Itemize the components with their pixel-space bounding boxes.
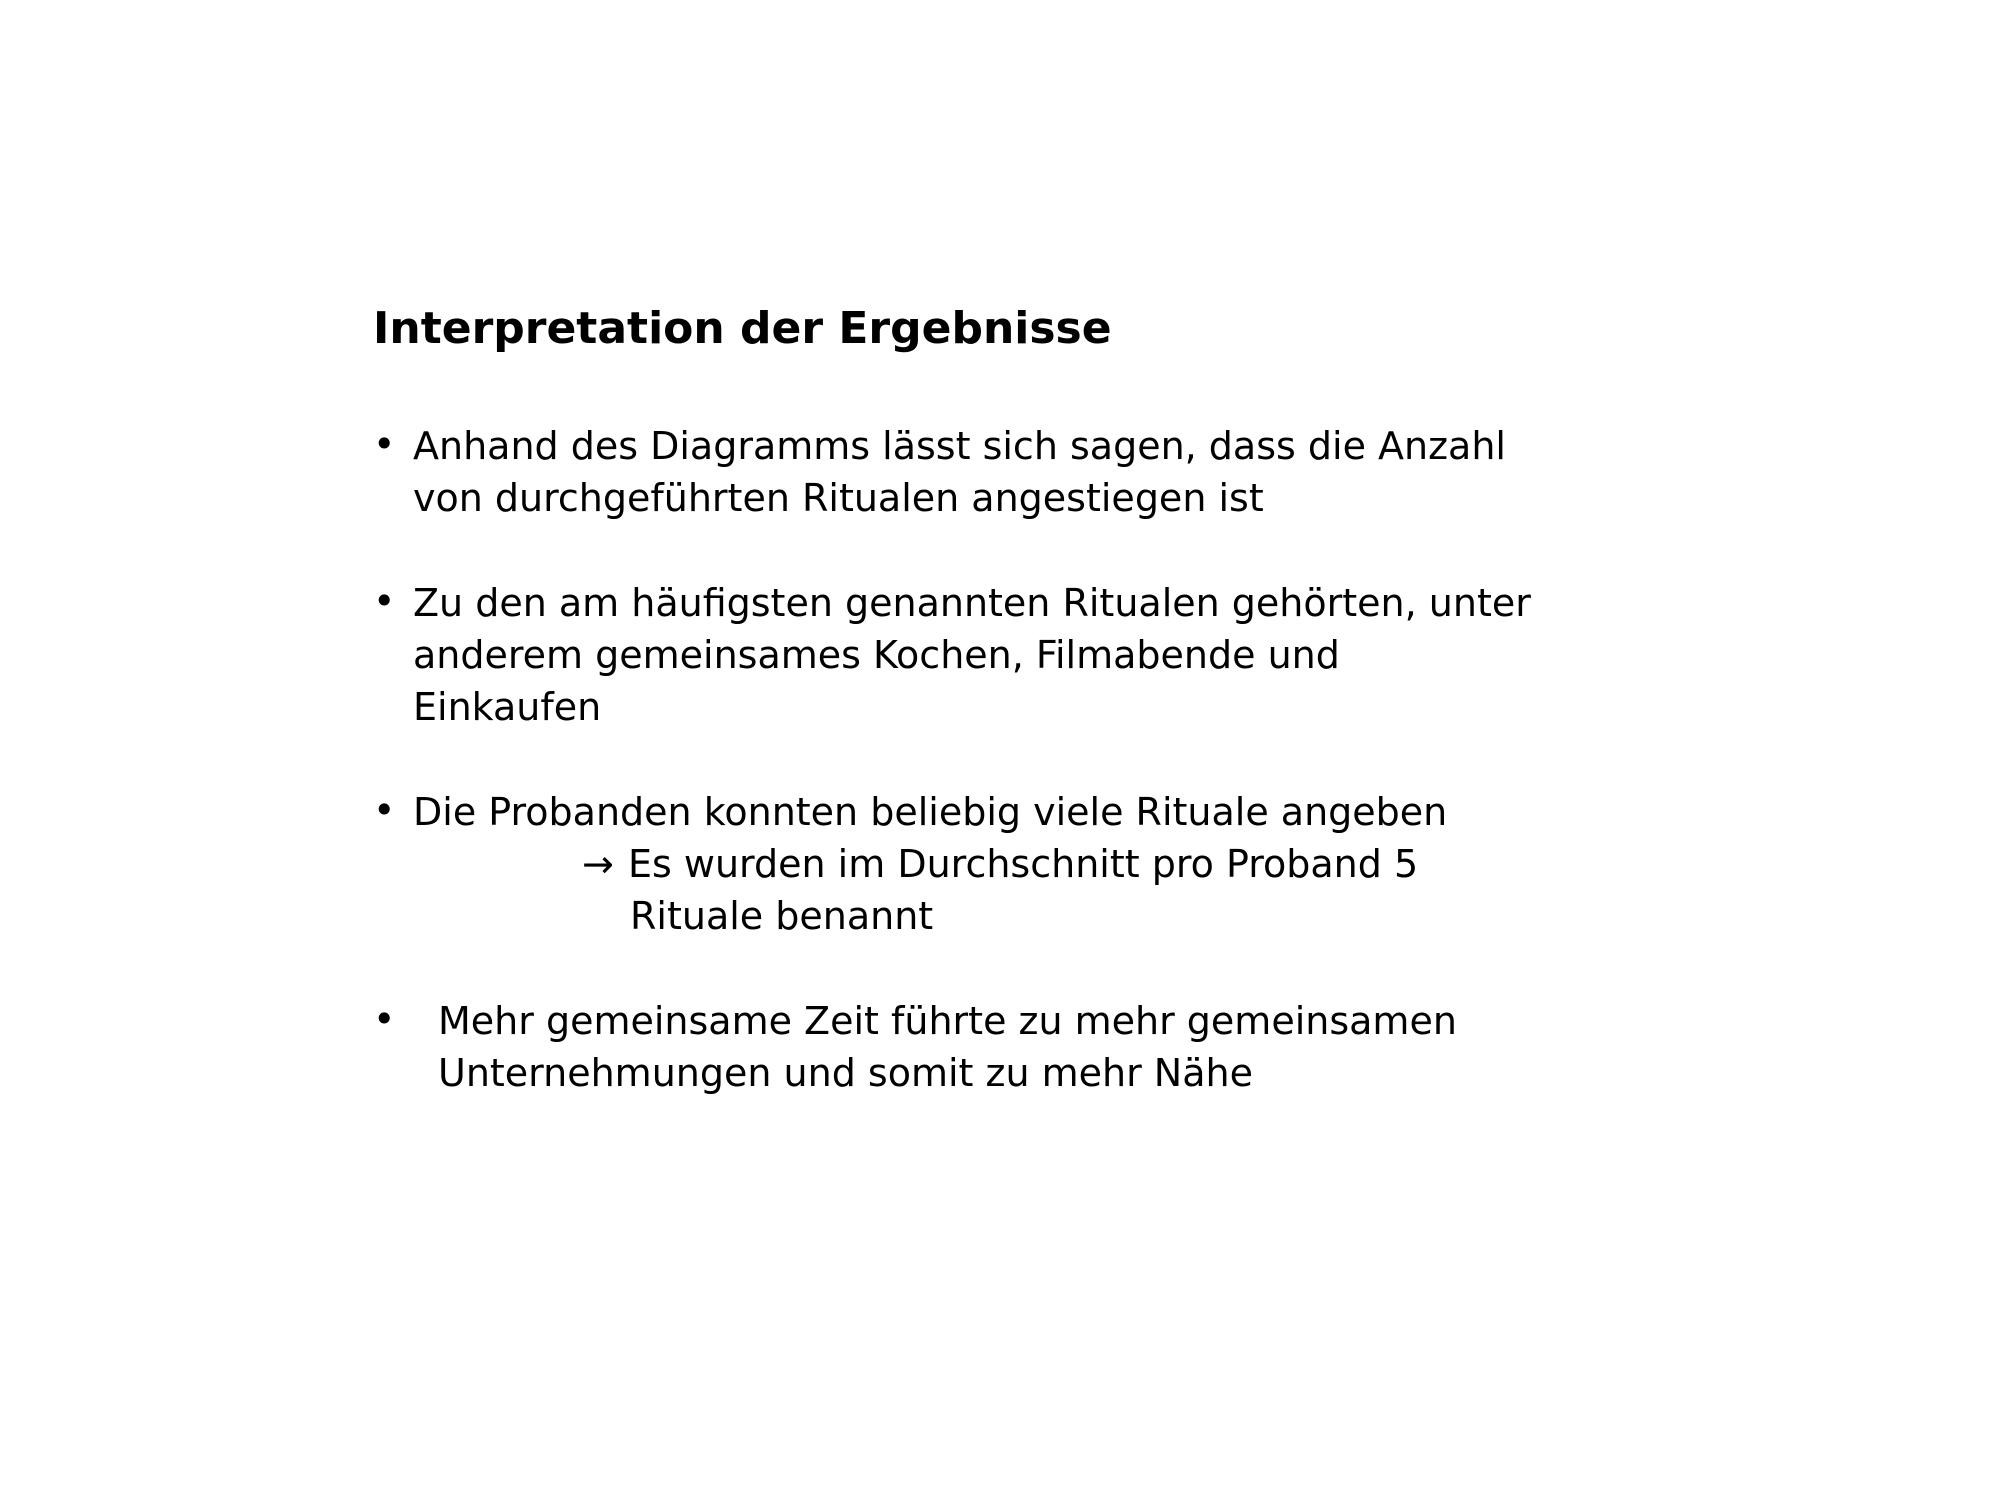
sub-point: [582, 838, 1418, 890]
bullet-text-line: Unternehmungen und somit zu mehr Nähe: [438, 1051, 1253, 1095]
sub-point-line: Es wurden im Durchschnitt pro Proband 5: [628, 842, 1419, 886]
bullet-text-line: Mehr gemeinsame Zeit führte zu mehr gemeinsamen: [438, 999, 1457, 1043]
bullet-marker: •: [373, 788, 396, 832]
sub-point-line: Rituale benannt: [630, 894, 934, 938]
bullet-text-line: anderem gemeinsames Kochen, Filmabende und: [413, 633, 1340, 677]
bullet-marker: •: [373, 997, 396, 1041]
bullet-text-line: Zu den am häufigsten genannten Ritualen gehörten, unter: [413, 581, 1531, 625]
bullet-text-line: Die Probanden konnten beliebig viele Rituale angeben: [413, 790, 1448, 834]
arrow-right-icon: →: [582, 842, 614, 886]
bullet-text-line: Einkaufen: [413, 685, 602, 729]
bullet-text-line: von durchgeführten Ritualen angestiegen ist: [413, 476, 1264, 520]
bullet-marker: •: [373, 579, 396, 623]
bullet-text-line: Anhand des Diagramms lässt sich sagen, dass die Anzahl: [413, 424, 1506, 468]
bullet-marker: •: [373, 422, 396, 466]
slide-title: Interpretation der Ergebnisse: [373, 303, 1112, 354]
